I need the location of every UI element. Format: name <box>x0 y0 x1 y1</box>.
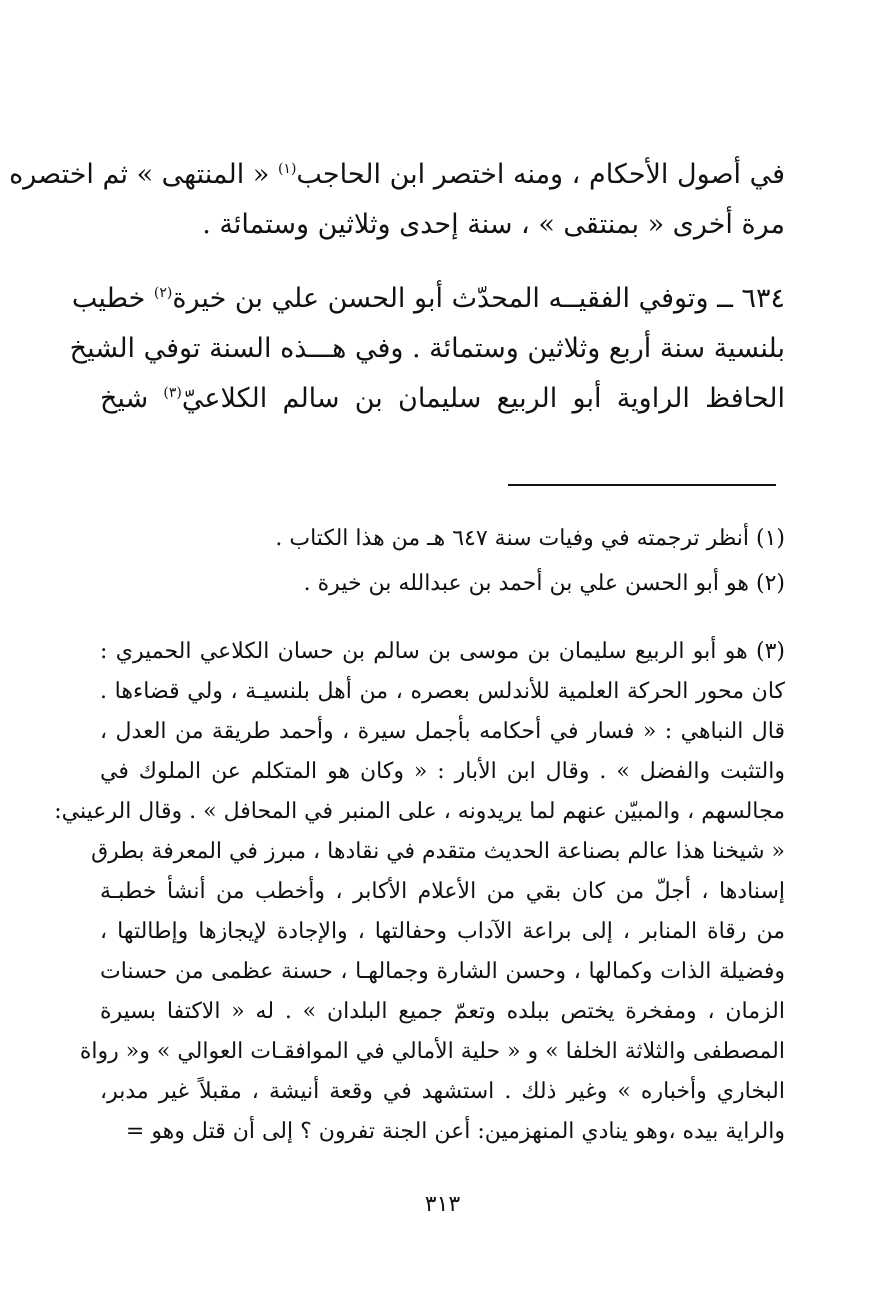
main-text <box>9 150 785 424</box>
footnote-3-line: « شيخنا هذا عالم بصناعة الحديث متقدم في نقادها ، مبرز في المعرفة بطرق <box>91 839 785 864</box>
footnote-3-line: الزمان ، ومفخرة يختص ببلده وتعمّ جميع البلدان » . له « الاكتفا بسيرة <box>100 999 785 1024</box>
text-line: الحافظ الراوية أبو الربيع سليمان بن سالم الكلاعيّ$^{(٣)}$ شيخ <box>100 383 785 414</box>
footnote-ref-1[interactable]: (١) <box>277 161 297 177</box>
footnote-3-line: (٣) هو أبو الربيع سليمان بن موسى بن سالم بن حسان الكلاعي الحميري : <box>100 639 785 664</box>
paragraph-gap <box>100 250 785 274</box>
text-line: مرة أخرى « بمنتقى » ، سنة إحدى وثلاثين وستمائة . <box>202 209 785 240</box>
footnote-3-line: إسنادها ، أجلّ من كان بقي من الأعلام الأكابر ، وأخطب من أنشأ خطبـة <box>100 879 785 904</box>
footnote-3-line: قال النباهي : « فسار في أحكامه بأجمل سيرة ، وأحمد طريقة من العدل ، <box>100 719 785 744</box>
page-number: ٣١٣ <box>424 1192 461 1217</box>
footnote-3-line: البخاري وأخباره » وغير ذلك . استشهد في وقعة أنيشة ، مقبلاً غير مدبر، <box>100 1079 785 1104</box>
footnote-1: (١) أنظر ترجمته في وفيات سنة ٦٤٧ هـ من هذا الكتاب . <box>275 526 785 551</box>
footnote-2: (٢) هو أبو الحسن علي بن أحمد بن عبدالله بن خيرة . <box>303 571 785 596</box>
text-line: في أصول الأحكام ، ومنه اختصر ابن الحاجب$^{(١)}$ « المنتهى » ثم اختصره <box>9 159 785 190</box>
footnotes <box>54 516 785 1152</box>
footnote-3 <box>54 632 785 1152</box>
footnote-3-line: والراية بيده ،وهو ينادي المنهزمين: أعن الجنة تفرون ؟ إلى أن قتل وهو = <box>125 1119 785 1144</box>
footnote-3-line: وفضيلة الذات وكمالها ، وحسن الشارة وجمالهـا ، حسنة عظمى من حسنات <box>100 959 785 984</box>
footnote-3-line: المصطفى والثلاثة الخلفا » و « حلية الأمالي في الموافقـات العوالي » و« رواة <box>79 1039 785 1064</box>
footnote-divider <box>508 484 776 486</box>
footnote-3-line: من رقاة المنابر ، إلى براعة الآداب وحفالتها ، والإجادة لإيجازها وإطالتها ، <box>100 919 785 944</box>
footnote-3-line: مجالسهم ، والمبيّن عنهم لما يريدونه ، على المنبر في المحافل » . وقال الرعيني: <box>54 799 785 824</box>
footnote-3-line: والتثبت والفضل » . وقال ابن الأبار : « وكان هو المتكلم عن الملوك في <box>100 759 785 784</box>
footnote-ref-2[interactable]: (٢) <box>153 285 173 301</box>
text-line: بلنسية سنة أربع وثلاثين وستمائة . وفي هـــذه السنة توفي الشيخ <box>69 333 785 364</box>
text-line: ٦٣٤ ــ وتوفي الفقيــه المحدّث أبو الحسن علي بن خيرة$^{(٢)}$ خطيب <box>71 283 785 314</box>
footnote-ref-3[interactable]: (٣) <box>163 385 182 401</box>
footnote-3-line: كان محور الحركة العلمية للأندلس بعصره ، من أهل بلنسيـة ، ولي قضاءها . <box>100 679 785 704</box>
